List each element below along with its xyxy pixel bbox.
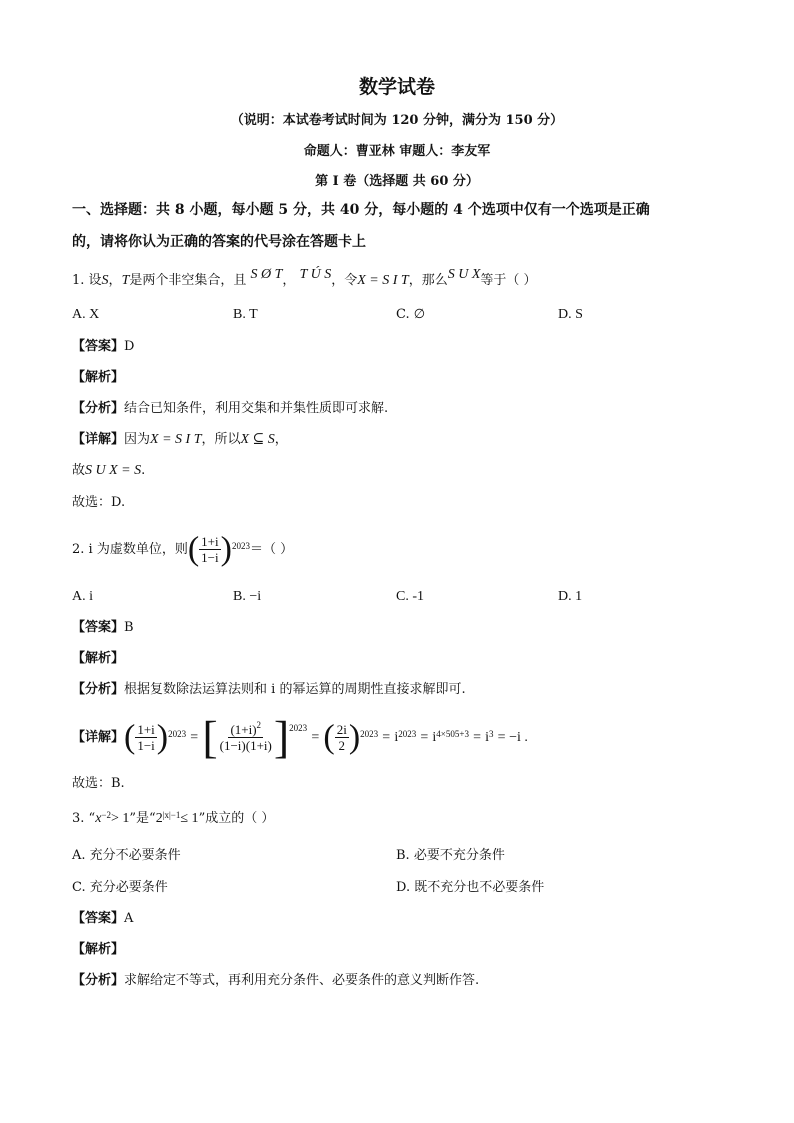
q1-detail-c: ，: [274, 432, 288, 447]
q1-choice: 故选：D.: [72, 495, 126, 510]
q2-detail-row: 【详解】( $\frac{1+i}{1-i}$ )$^{2023}$ = [ $\frac{(1+i)^2}{(1-i)(1+i)}$ ]$^{2023}$ = ( $\frac{2i}{2}$ )$^{2023} = i^{2023} = i^{4\times 505+3} = i^3 = -i$ .: [72, 711, 528, 763]
q1-comma: ，: [282, 273, 296, 288]
q1-answer: D: [124, 339, 135, 354]
q1-condition-2: T Ú S: [299, 267, 332, 282]
section-instruction-line1: 一、选择题：共 8 小题，每小题 5 分，共 40 分，每小题的 4 个选项中仅有一个选项是正确: [72, 202, 650, 218]
exam-authors: 命题人：曹亚林 审题人：李友军: [303, 144, 491, 159]
q1-text-d: ，那么: [408, 273, 448, 288]
analysis-tag: 【解析】: [72, 370, 125, 385]
q2-fenxi-text: 根据复数除法运算法则和 i 的幂运算的周期性直接求解即可.: [124, 682, 466, 697]
q1-detail-b: ，所以: [201, 432, 241, 447]
q1-definition: X = S I T: [357, 273, 409, 288]
q2-detail-pow-3: 3: [489, 729, 494, 739]
q2-answer: B: [124, 620, 134, 635]
q1-condition-1: S Ø T: [250, 267, 283, 282]
q2-answer-row: [72, 619, 134, 637]
q1-detail-math2: X ⊆ S: [240, 432, 275, 447]
q1-option-c: C. ∅: [396, 307, 426, 322]
q2-detail-i-1: i: [394, 730, 399, 745]
q1-text-c: ，令: [331, 273, 358, 288]
q2-choice: 故选：B.: [72, 776, 125, 791]
q2-detail-den-1: 1−i: [137, 738, 155, 753]
q1-option-d: D. S: [558, 307, 583, 322]
answer-tag: 【答案】: [72, 620, 125, 635]
q2-detail-eq-1: =: [190, 730, 199, 745]
q3-answer: A: [124, 911, 134, 926]
detail-tag: 【详解】: [72, 432, 125, 447]
q1-detail2-math: S U X = S: [85, 463, 142, 478]
q2-fenxi-row: [72, 681, 466, 699]
q3-gt: > 1: [110, 811, 130, 826]
q2-option-d: D. 1: [558, 589, 583, 604]
q2-denominator: 1−i: [201, 550, 219, 565]
q2-detail-eq-4: =: [420, 730, 429, 745]
section-instruction-line2: 的，请将你认为正确的答案的代号涂在答题卡上: [72, 234, 366, 250]
q1-detail-a: 因为: [124, 432, 151, 447]
q3-analysis-row: [72, 941, 124, 959]
q2-detail-pow-1: 2023: [398, 729, 417, 739]
q2-option-a: A. i: [72, 589, 93, 604]
fenxi-tag: 【分析】: [72, 682, 125, 697]
q1-detail-math1: X = S I T: [150, 432, 202, 447]
q3-x-exp: −2: [101, 810, 111, 820]
q1-text-a: 1. 设: [72, 273, 102, 288]
part-heading: 第 I 卷（选择题 共 60 分）: [315, 174, 479, 189]
q3-text-b: ”是“: [129, 811, 156, 826]
q2-exponent: 2023: [231, 541, 250, 551]
q1-sep: ，: [108, 273, 122, 288]
question-1-stem: [72, 267, 537, 290]
q2-detail-exp-3: 2023: [360, 729, 379, 739]
q2-option-c: C. -1: [396, 589, 424, 604]
q1-option-a: A. X: [72, 307, 100, 322]
q1-detail2-b: .: [141, 463, 146, 478]
q2-analysis-row: [72, 650, 124, 668]
q2-detail-eq-3: =: [382, 730, 391, 745]
q2-detail-frac-1: [135, 722, 156, 753]
q2-detail-num-2: [228, 722, 263, 738]
q2-detail-pow-2: 4×505+3: [436, 729, 469, 739]
q2-detail-i-2: i: [432, 730, 437, 745]
q3-fenxi-text: 求解给定不等式，再利用充分条件、必要条件的意义判断作答.: [124, 973, 480, 988]
detail-tag: 【详解】: [72, 730, 125, 745]
q3-text-a: 3. “: [72, 811, 96, 826]
q3-le: ≤ 1: [180, 811, 199, 826]
q1-text-e: 等于（ ）: [480, 273, 537, 288]
q2-detail-num-1: 1+i: [137, 722, 155, 737]
q2-numerator: 1+i: [201, 534, 219, 549]
q2-fraction: [199, 534, 220, 565]
q3-answer-row: [72, 910, 133, 928]
q3-two-exp: |x|−1: [162, 810, 181, 820]
q1-set-s: S: [101, 273, 109, 288]
answer-tag: 【答案】: [72, 339, 125, 354]
q3-option-c: C. 充分必要条件: [72, 880, 168, 895]
q3-text-c: ”成立的（ ）: [198, 811, 275, 826]
q2-detail-den-3: 2: [338, 738, 345, 753]
analysis-tag: 【解析】: [72, 651, 125, 666]
q2-detail-exp-2: 2023: [289, 723, 308, 733]
q1-detail2-a: 故: [72, 463, 86, 478]
q2-detail-frac-3: [335, 722, 349, 753]
q2-detail-result: = −i .: [497, 730, 528, 745]
q1-set-t: T: [121, 273, 130, 288]
q3-option-a: A. 充分不必要条件: [72, 848, 181, 863]
exam-note: （说明：本试卷考试时间为 120 分钟，满分为 150 分）: [230, 113, 564, 128]
q2-detail-frac-2: [218, 722, 274, 753]
q2-detail-exp-1: 2023: [168, 729, 187, 739]
q1-option-b: B. T: [233, 307, 258, 322]
fenxi-tag: 【分析】: [72, 401, 125, 416]
q1-fenxi-text: 结合已知条件，利用交集和并集性质即可求解.: [124, 401, 389, 416]
q2-detail-i-3: i: [485, 730, 490, 745]
q3-x: x: [95, 811, 102, 826]
q1-expression: S U X: [447, 267, 481, 282]
answer-tag: 【答案】: [72, 911, 125, 926]
question-2-stem: 2. i 为虚数单位，则( $\frac{1+i}{1-i}$ )$^{2023}$＝（ ）: [72, 530, 294, 568]
q1-analysis-row: [72, 369, 124, 387]
q3-two: 2: [155, 811, 163, 826]
question-3-stem: [72, 810, 274, 828]
q2-detail-num-2-text: (1+i): [230, 722, 257, 737]
fenxi-tag: 【分析】: [72, 973, 125, 988]
q2-text-b: ＝（ ）: [249, 542, 294, 557]
analysis-tag: 【解析】: [72, 942, 125, 957]
q3-fenxi-row: [72, 972, 479, 990]
q2-detail-num-2-sup: 2: [256, 720, 262, 730]
q3-option-d: D. 既不充分也不必要条件: [396, 880, 545, 895]
page-title: 数学试卷: [358, 76, 435, 98]
q1-text-b: 是两个非空集合，且: [129, 273, 247, 288]
q2-text-a: 2. i 为虚数单位，则: [72, 542, 188, 557]
q2-option-b: B. −i: [233, 589, 262, 604]
q1-fenxi-row: [72, 400, 388, 418]
q2-detail-den-2: (1−i)(1+i): [219, 738, 272, 753]
q1-detail-row: [72, 431, 288, 449]
q2-detail-num-3: 2i: [336, 722, 347, 737]
q3-option-b: B. 必要不充分条件: [396, 848, 505, 863]
q1-answer-row: [72, 338, 134, 356]
q2-detail-eq-5: =: [473, 730, 481, 745]
q1-detail-row-2: [72, 462, 145, 480]
q2-detail-eq-2: =: [311, 730, 320, 745]
